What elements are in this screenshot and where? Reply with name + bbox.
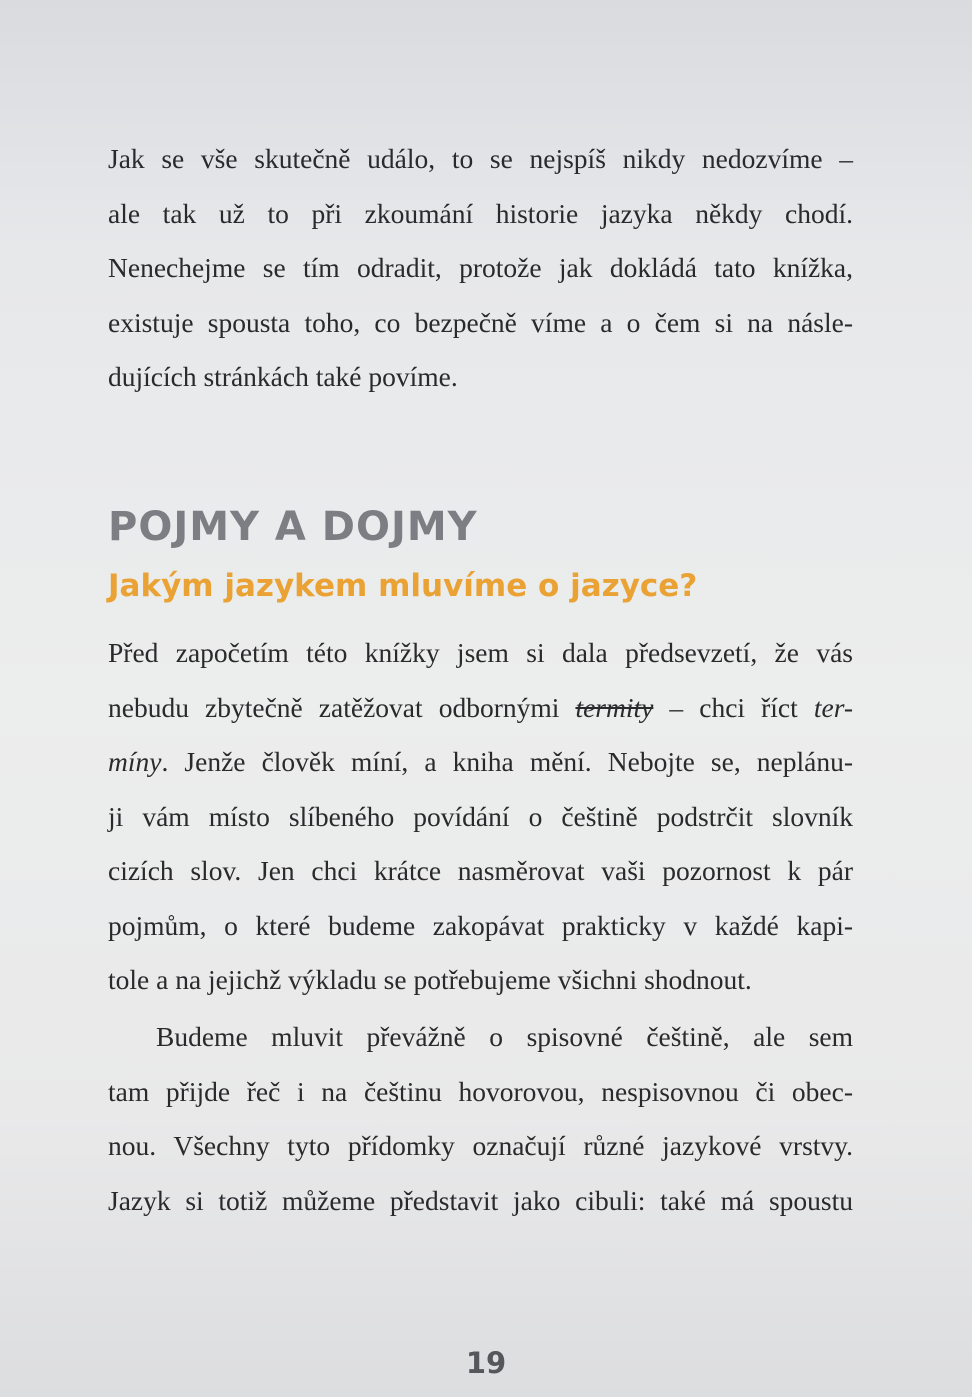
text-line — [108, 681, 853, 736]
text-line: existuje spousta toho, co bezpečně víme a o čem si na násle- — [108, 306, 853, 338]
text-line: Jak se vše skutečně událo, to se nejspíš nikdy nedozvíme – — [108, 143, 853, 174]
text-line: nou. Všechny tyto přídomky označují různé jazykové vrstvy. — [108, 1130, 853, 1161]
section-title: POJMY A DOJMY — [108, 504, 478, 550]
text-line: Nenechejme se tím odradit, protože jak dokládá tato knížka, — [108, 252, 853, 283]
text-line: ji vám místo slíbeného povídání o češtině podstrčit slovník — [108, 800, 853, 832]
text-fragment: . Jenže člověk míní, a kniha mění. Nebojte se, neplánu- — [161, 746, 853, 777]
intro-paragraph — [108, 132, 853, 405]
text-line: tam přijde řeč i na češtinu hovorovou, nespisovnou či obec- — [108, 1075, 853, 1107]
text-line: ale tak už to při zkoumání historie jazyka někdy chodí. — [108, 197, 853, 229]
text-line: tole a na jejichž výkladu se potřebujeme všichni shodnout. — [108, 964, 752, 995]
italic-word: míny — [108, 746, 162, 777]
section-subtitle: Jakým jazykem mluvíme o jazyce? — [108, 568, 698, 604]
text-line: dujících stránkách také povíme. — [108, 361, 458, 392]
text-fragment: – chci říct — [653, 691, 814, 723]
paragraph-3 — [108, 1010, 853, 1228]
text-line: Před započetím této knížky jsem si dala předsevzetí, že vás — [108, 637, 853, 668]
italic-word: ter- — [813, 691, 853, 723]
text-line: cizích slov. Jen chci krátce nasměrovat vaši pozornost k pár — [108, 855, 853, 886]
text-line: pojmům, o které budeme zakopávat prakticky v každé kapi- — [108, 909, 853, 941]
text-line — [108, 735, 853, 790]
page-number: 19 — [465, 1346, 507, 1380]
paragraph-2 — [108, 626, 853, 1008]
text-line: Budeme mluvit převážně o spisovné češtině, ale sem — [156, 1021, 853, 1052]
text-fragment: nebudu zbytečně zatěžovat odbornými — [108, 691, 576, 723]
text-line: Jazyk si totiž můžeme představit jako cibuli: také má spoustu — [108, 1184, 853, 1216]
struck-word: termity — [575, 691, 654, 723]
